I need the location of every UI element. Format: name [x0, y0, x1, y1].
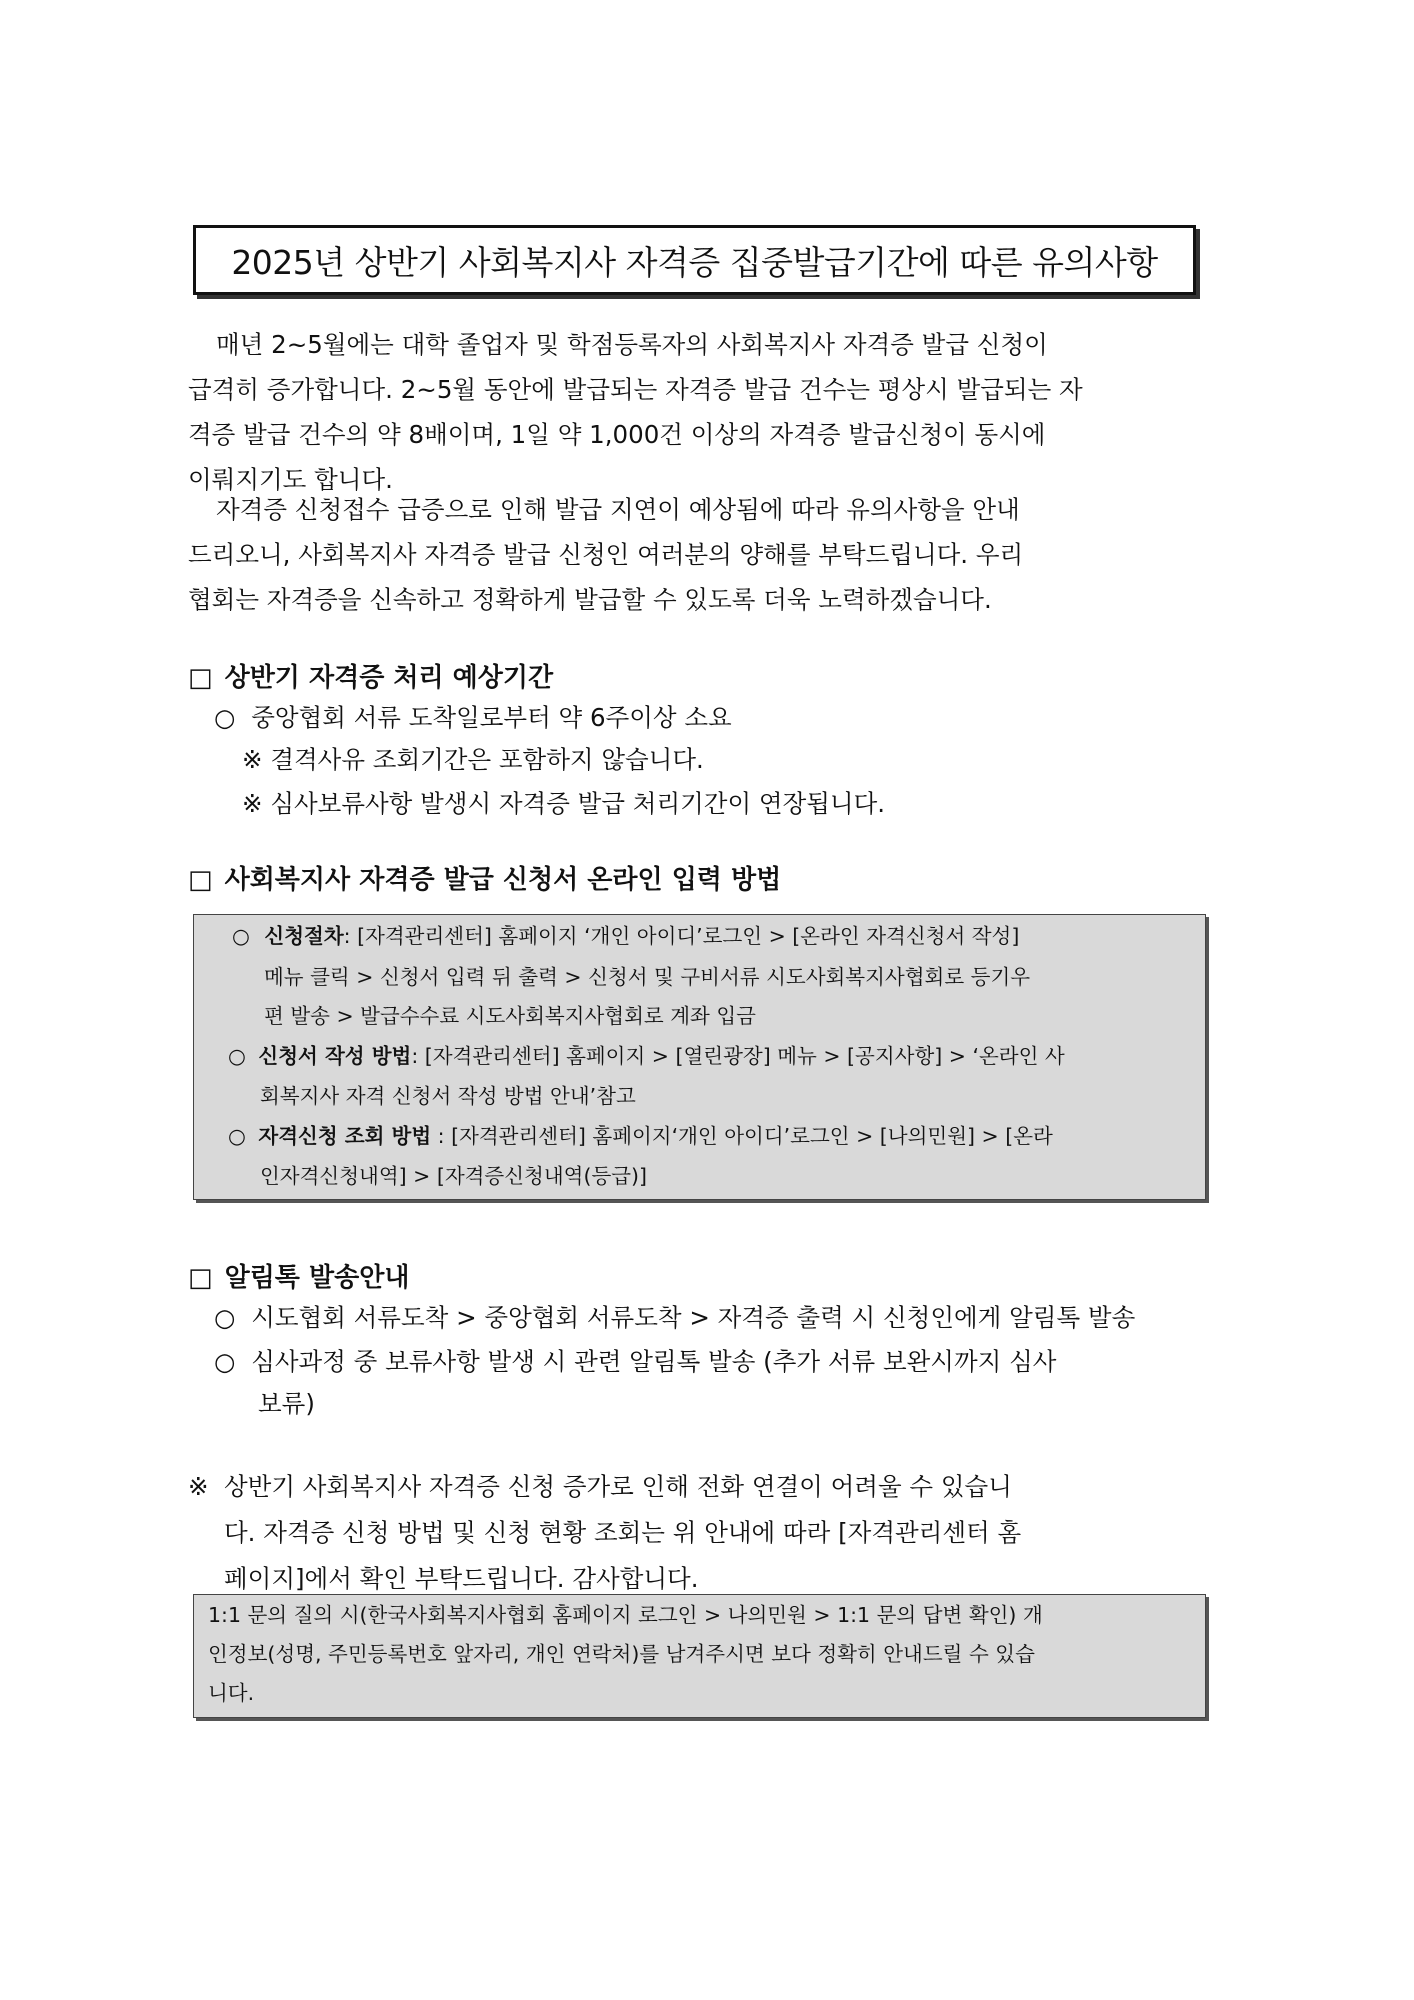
procedure-item-2-label: 신청서 작성 방법: [258, 1044, 412, 1068]
procedure-item-2-line-1: [228, 1037, 1065, 1076]
contact-line-2: 인정보(성명, 주민등록번호 앞자리, 개인 연락처)를 남겨주시면 보다 정확히 안내드릴 수 있습: [208, 1642, 1035, 1666]
intro-p1-line-4: 이뤄지기도 합니다.: [188, 465, 393, 494]
section-2-heading: [188, 860, 781, 900]
section-3-item-2: [214, 1342, 1056, 1382]
intro-paragraph-2: [188, 487, 1206, 622]
section-3-heading: [188, 1258, 409, 1298]
circle-bullet-icon: ○: [228, 1124, 246, 1148]
procedure-item-3-label: 자격신청 조회 방법: [258, 1124, 432, 1148]
section-3-item-1-text: 시도협회 서류도착 > 중앙협회 서류도착 > 자격증 출력 시 신청인에게 알림톡 발송: [251, 1303, 1136, 1332]
intro-p1-line-2: 급격히 증가합니다. 2~5월 동안에 발급되는 자격증 발급 건수는 평상시 발급되는 자: [188, 375, 1083, 404]
intro-p1-line-3: 격증 발급 건수의 약 8배이며, 1일 약 1,000건 이상의 자격증 발급신청이 동시에: [188, 420, 1046, 449]
procedure-item-3-line-2: 인자격신청내역] > [자격증신청내역(등급)]: [260, 1164, 648, 1188]
procedure-item-1-line-2: 메뉴 클릭 > 신청서 입력 뒤 출력 > 신청서 및 구비서류 시도사회복지사협회로 등기우: [264, 965, 1031, 989]
procedure-item-1-label: 신청절차: [264, 924, 344, 948]
intro-p2-line-1: 자격증 신청접수 급증으로 인해 발급 지연이 예상됨에 따라 유의사항을 안내: [216, 495, 1020, 524]
intro-p2-line-3: 협회는 자격증을 신속하고 정확하게 발급할 수 있도록 더욱 노력하겠습니다.: [188, 585, 992, 614]
intro-paragraph-1: [188, 322, 1206, 502]
circle-bullet-icon: ○: [232, 924, 250, 948]
circle-bullet-icon: ○: [214, 703, 236, 732]
page-title: 2025년 상반기 사회복지사 자격증 집중발급기간에 따른 유의사항: [231, 242, 1158, 282]
intro-p2-line-2: 드리오니, 사회복지사 자격증 발급 신청인 여러분의 양해를 부탁드립니다. 우리: [188, 540, 1024, 569]
section-3-item-2-text: 심사과정 중 보류사항 발생 시 관련 알림톡 발송 (추가 서류 보완시까지 심사: [251, 1347, 1057, 1376]
procedure-box: [193, 914, 1206, 1200]
circle-bullet-icon: ○: [214, 1303, 236, 1332]
closing-mark: ※: [188, 1472, 209, 1501]
intro-p1-line-1: 매년 2~5월에는 대학 졸업자 및 학점등록자의 사회복지사 자격증 발급 신청이: [216, 330, 1048, 359]
procedure-item-3-line-1: [228, 1117, 1053, 1156]
section-1-title: 상반기 자격증 처리 예상기간: [224, 663, 554, 693]
section-3-item-2-continued: 보류): [258, 1389, 315, 1418]
closing-line-3: 페이지]에서 확인 부탁드립니다. 감사합니다.: [224, 1564, 699, 1593]
procedure-item-1-line-1: [232, 917, 1019, 956]
circle-bullet-icon: ○: [214, 1347, 236, 1376]
procedure-item-2-text-1: : [자격관리센터] 홈페이지 > [열린광장] 메뉴 > [공지사항] > ‘온라인 사: [411, 1044, 1065, 1068]
procedure-item-1-text-1: : [자격관리센터] 홈페이지 ‘개인 아이디’로그인 > [온라인 자격신청서 작성]: [343, 924, 1020, 948]
contact-info-box: [193, 1594, 1206, 1718]
section-1-item-text: 중앙협회 서류 도착일로부터 약 6주이상 소요: [251, 703, 732, 732]
circle-bullet-icon: ○: [228, 1044, 246, 1068]
section-3-item-1: [214, 1298, 1135, 1338]
closing-line-1: 상반기 사회복지사 자격증 신청 증가로 인해 전화 연결이 어려울 수 있습니: [224, 1472, 1012, 1501]
section-1-item: [214, 698, 732, 738]
section-1-note-2: ※ 심사보류사항 발생시 자격증 발급 처리기간이 연장됩니다.: [242, 789, 886, 818]
section-1-heading: [188, 658, 553, 698]
procedure-item-1-line-3: 편 발송 > 발급수수료 시도사회복지사협회로 계좌 입금: [264, 1004, 756, 1028]
closing-line-2: 다. 자격증 신청 방법 및 신청 현황 조회는 위 안내에 따라 [자격관리센터 홈: [224, 1518, 1022, 1547]
section-2-title: 사회복지사 자격증 발급 신청서 온라인 입력 방법: [224, 865, 782, 895]
contact-line-1: 1:1 문의 질의 시(한국사회복지사협회 홈페이지 로그인 > 나의민원 > 1:1 문의 답변 확인) 개: [208, 1603, 1043, 1627]
contact-line-3: 니다.: [208, 1681, 255, 1705]
section-3-title: 알림톡 발송안내: [224, 1263, 410, 1293]
section-1-note-1: ※ 결격사유 조회기간은 포함하지 않습니다.: [242, 745, 704, 774]
checkbox-square-icon: □: [188, 865, 213, 895]
checkbox-square-icon: □: [188, 1263, 213, 1293]
checkbox-square-icon: □: [188, 663, 213, 693]
title-box: [193, 225, 1196, 295]
procedure-item-3-text-1: : [자격관리센터] 홈페이지‘개인 아이디’로그인 > [나의민원] > [온라: [431, 1124, 1053, 1148]
procedure-item-2-line-2: 회복지사 자격 신청서 작성 방법 안내’참고: [260, 1084, 636, 1108]
